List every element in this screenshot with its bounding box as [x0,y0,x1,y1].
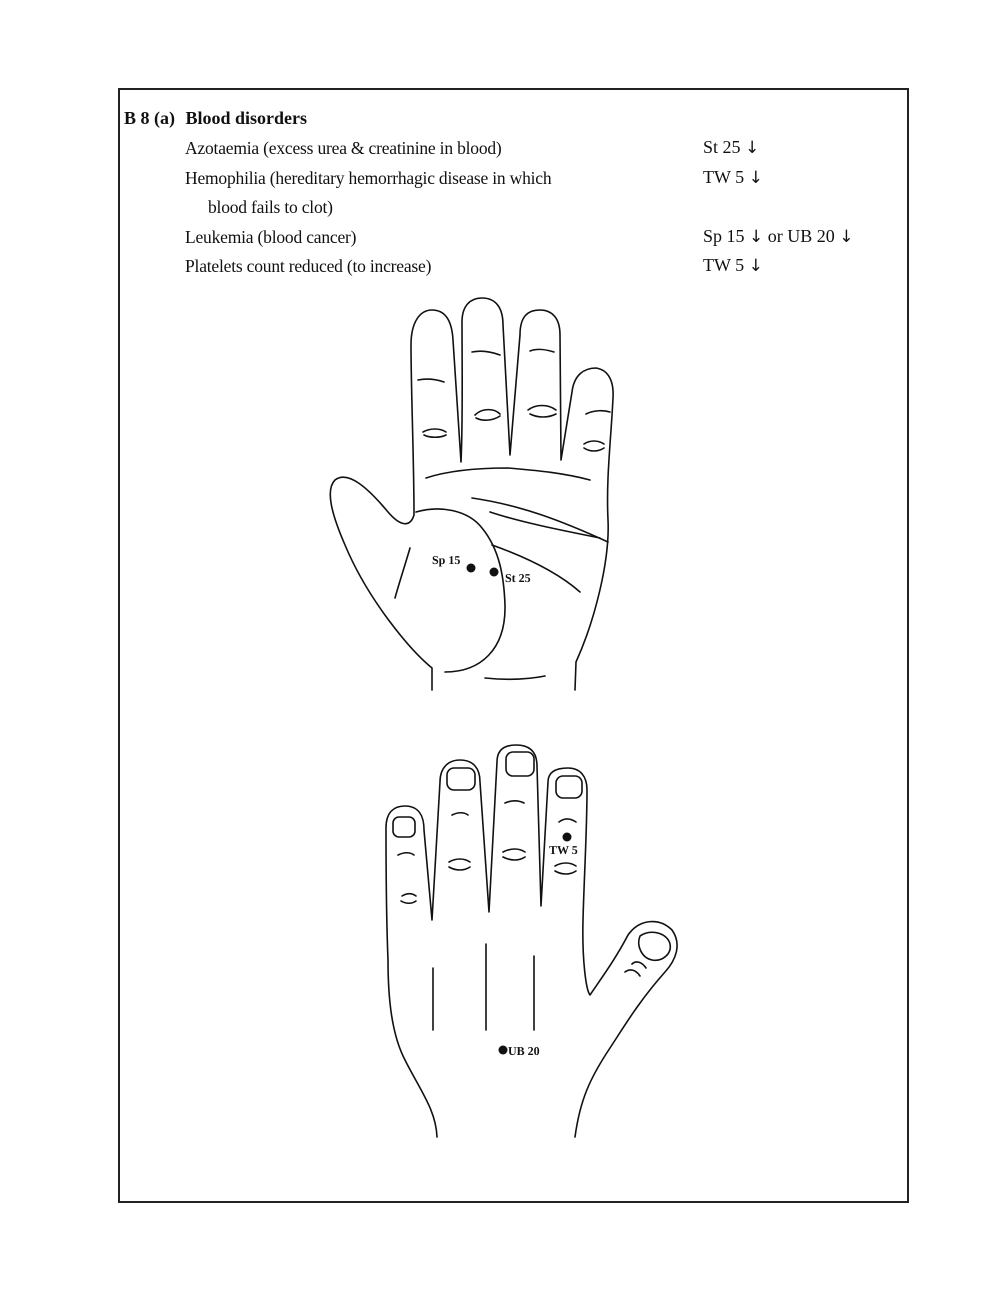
acupoint-tw5-marker [563,833,572,842]
point-code: Sp 15 [703,226,745,246]
back-hand-outline [386,745,677,1137]
palm-wrist-line [395,548,410,598]
point-alternative: or UB 20 [767,226,835,246]
point-code: St 25 [703,137,741,157]
down-arrow-icon: ↓ [745,138,760,158]
acupoint-st25-label: St 25 [505,571,531,585]
condition-label: Hemophilia (hereditary hemorrhagic disease in which [185,168,552,188]
condition-label-continued: blood fails to clot) [208,197,333,217]
condition-label: Leukemia (blood cancer) [185,227,357,247]
section-title: Blood disorders [185,108,308,128]
down-arrow-icon: ↓ [748,256,763,276]
point-code: TW 5 [703,255,745,275]
acupoint-sp15-label: Sp 15 [432,553,461,567]
down-arrow-icon: ↓ [748,168,763,188]
condition-label: Platelets count reduced (to increase) [185,256,432,276]
acupoint-st25-marker [490,568,499,577]
down-arrow-icon: ↓ [839,227,854,247]
palm-crease-thenar [416,509,505,672]
acupoint-ub20-marker [499,1046,508,1055]
acupoint-sp15-marker [467,564,476,573]
palm-hand-outline [330,298,613,690]
palm-wrist-crease [485,676,545,679]
point-code: TW 5 [703,167,745,187]
section-code: B 8 (a) [124,108,175,128]
acupoint-ub20-label: UB 20 [508,1044,540,1058]
acupoint-tw5-label: TW 5 [549,843,578,857]
condition-label: Azotaemia (excess urea & creatinine in blood) [185,138,502,158]
palm-crease-finger-base [426,468,590,480]
down-arrow-icon: ↓ [749,227,764,247]
